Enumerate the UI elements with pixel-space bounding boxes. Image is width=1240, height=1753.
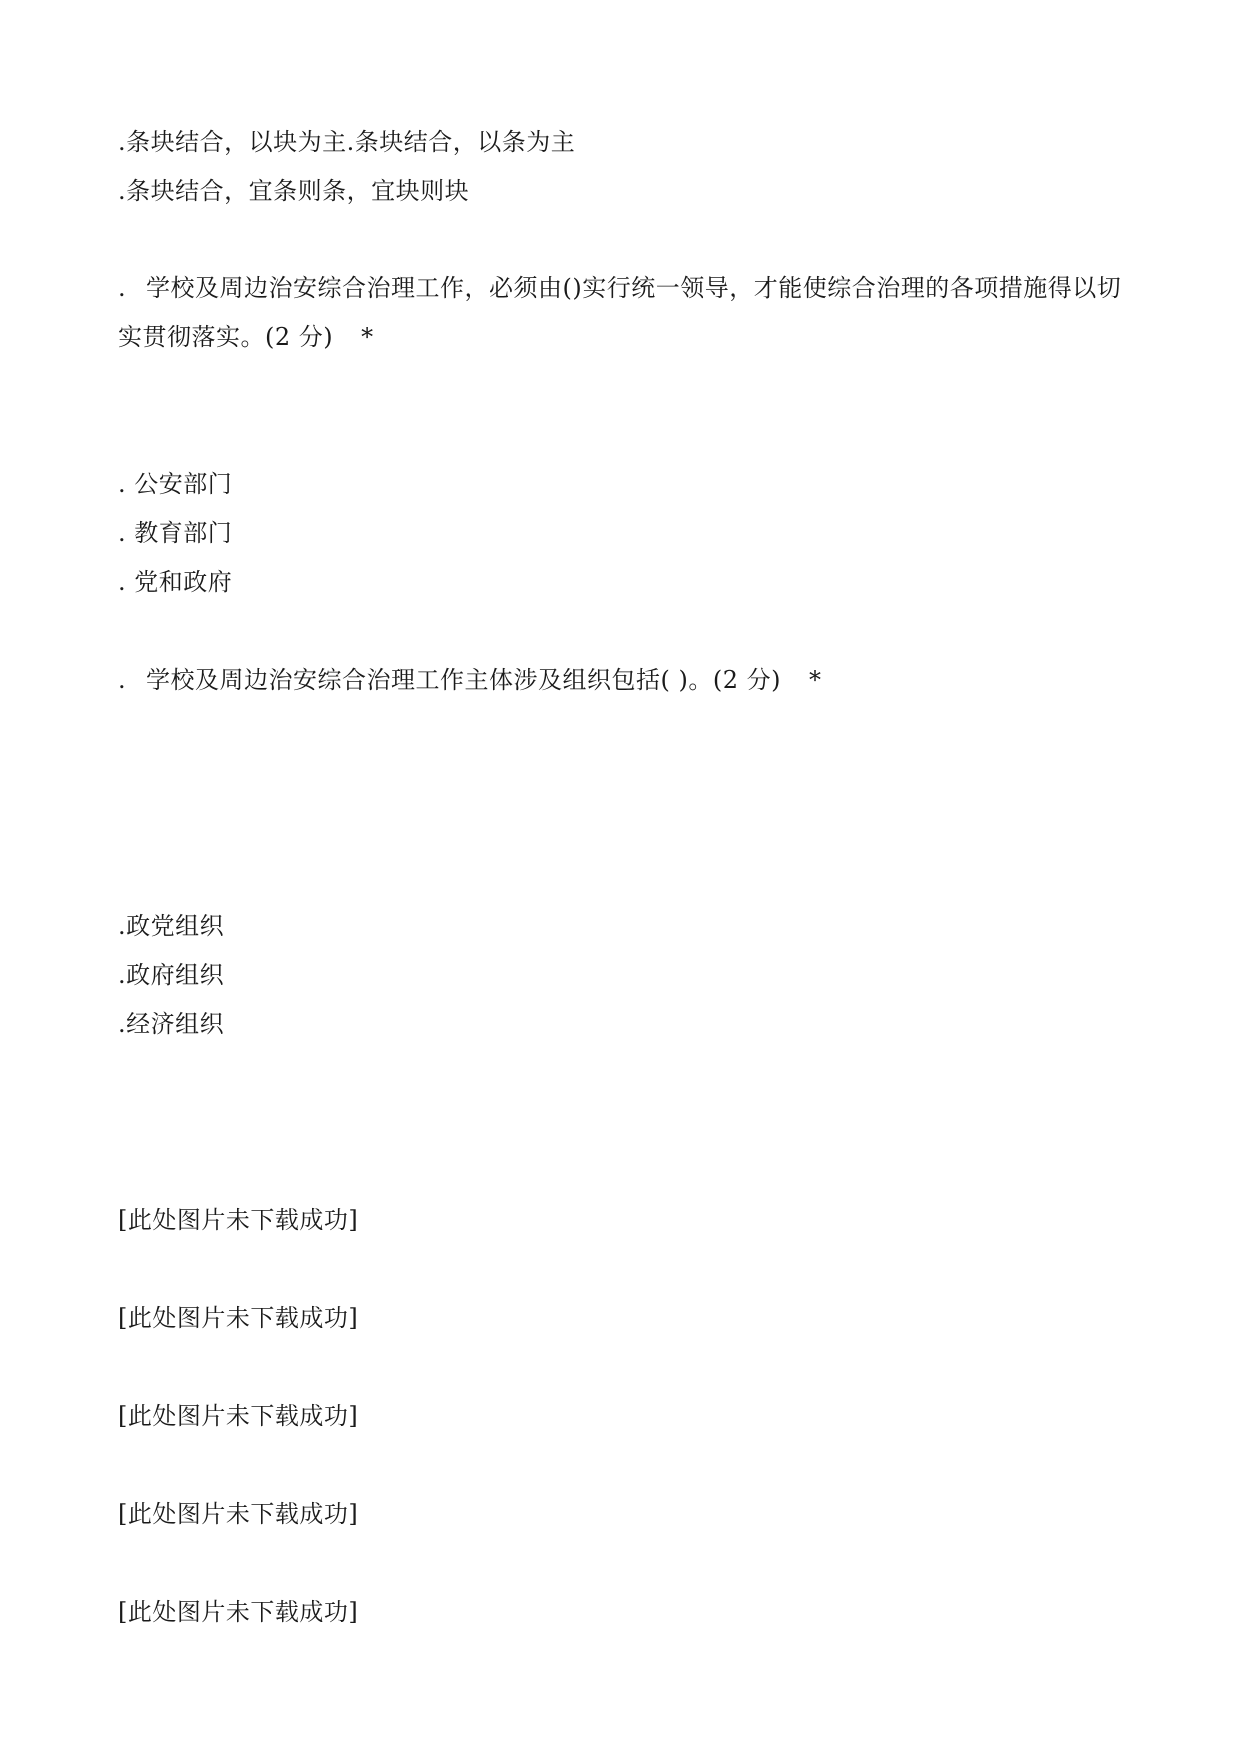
question-number: . — [118, 666, 127, 694]
image-placeholder: [此处图片未下载成功] — [118, 1304, 359, 1332]
option-line: .条块结合，以块为主.条块结合，以条为主 — [118, 128, 576, 156]
image-placeholder: [此处图片未下载成功] — [118, 1500, 359, 1528]
question-2 — [118, 264, 1128, 362]
required-mark: * — [808, 666, 822, 694]
question-3 — [118, 656, 1128, 705]
option-line: .条块结合，宜条则条，宜块则块 — [118, 177, 470, 205]
answer-option: .经济组织 — [118, 1010, 225, 1038]
question-text: 学校及周边治安综合治理工作，必须由()实行统一领导，才能使综合治理的各项措施得以切实贯彻落实。(2 分) — [118, 274, 1122, 351]
answer-option: .政府组织 — [118, 961, 225, 989]
answer-option: . 教育部门 — [118, 519, 233, 547]
question-text: 学校及周边治安综合治理工作主体涉及组织包括( )。(2 分) — [146, 666, 781, 694]
question-number: . — [118, 274, 127, 302]
image-placeholder: [此处图片未下载成功] — [118, 1598, 359, 1626]
answer-option: . 党和政府 — [118, 568, 233, 596]
required-mark: * — [361, 323, 374, 351]
image-placeholder: [此处图片未下载成功] — [118, 1206, 359, 1234]
answer-option: .政党组织 — [118, 912, 225, 940]
answer-option: . 公安部门 — [118, 470, 233, 498]
image-placeholder: [此处图片未下载成功] — [118, 1402, 359, 1430]
